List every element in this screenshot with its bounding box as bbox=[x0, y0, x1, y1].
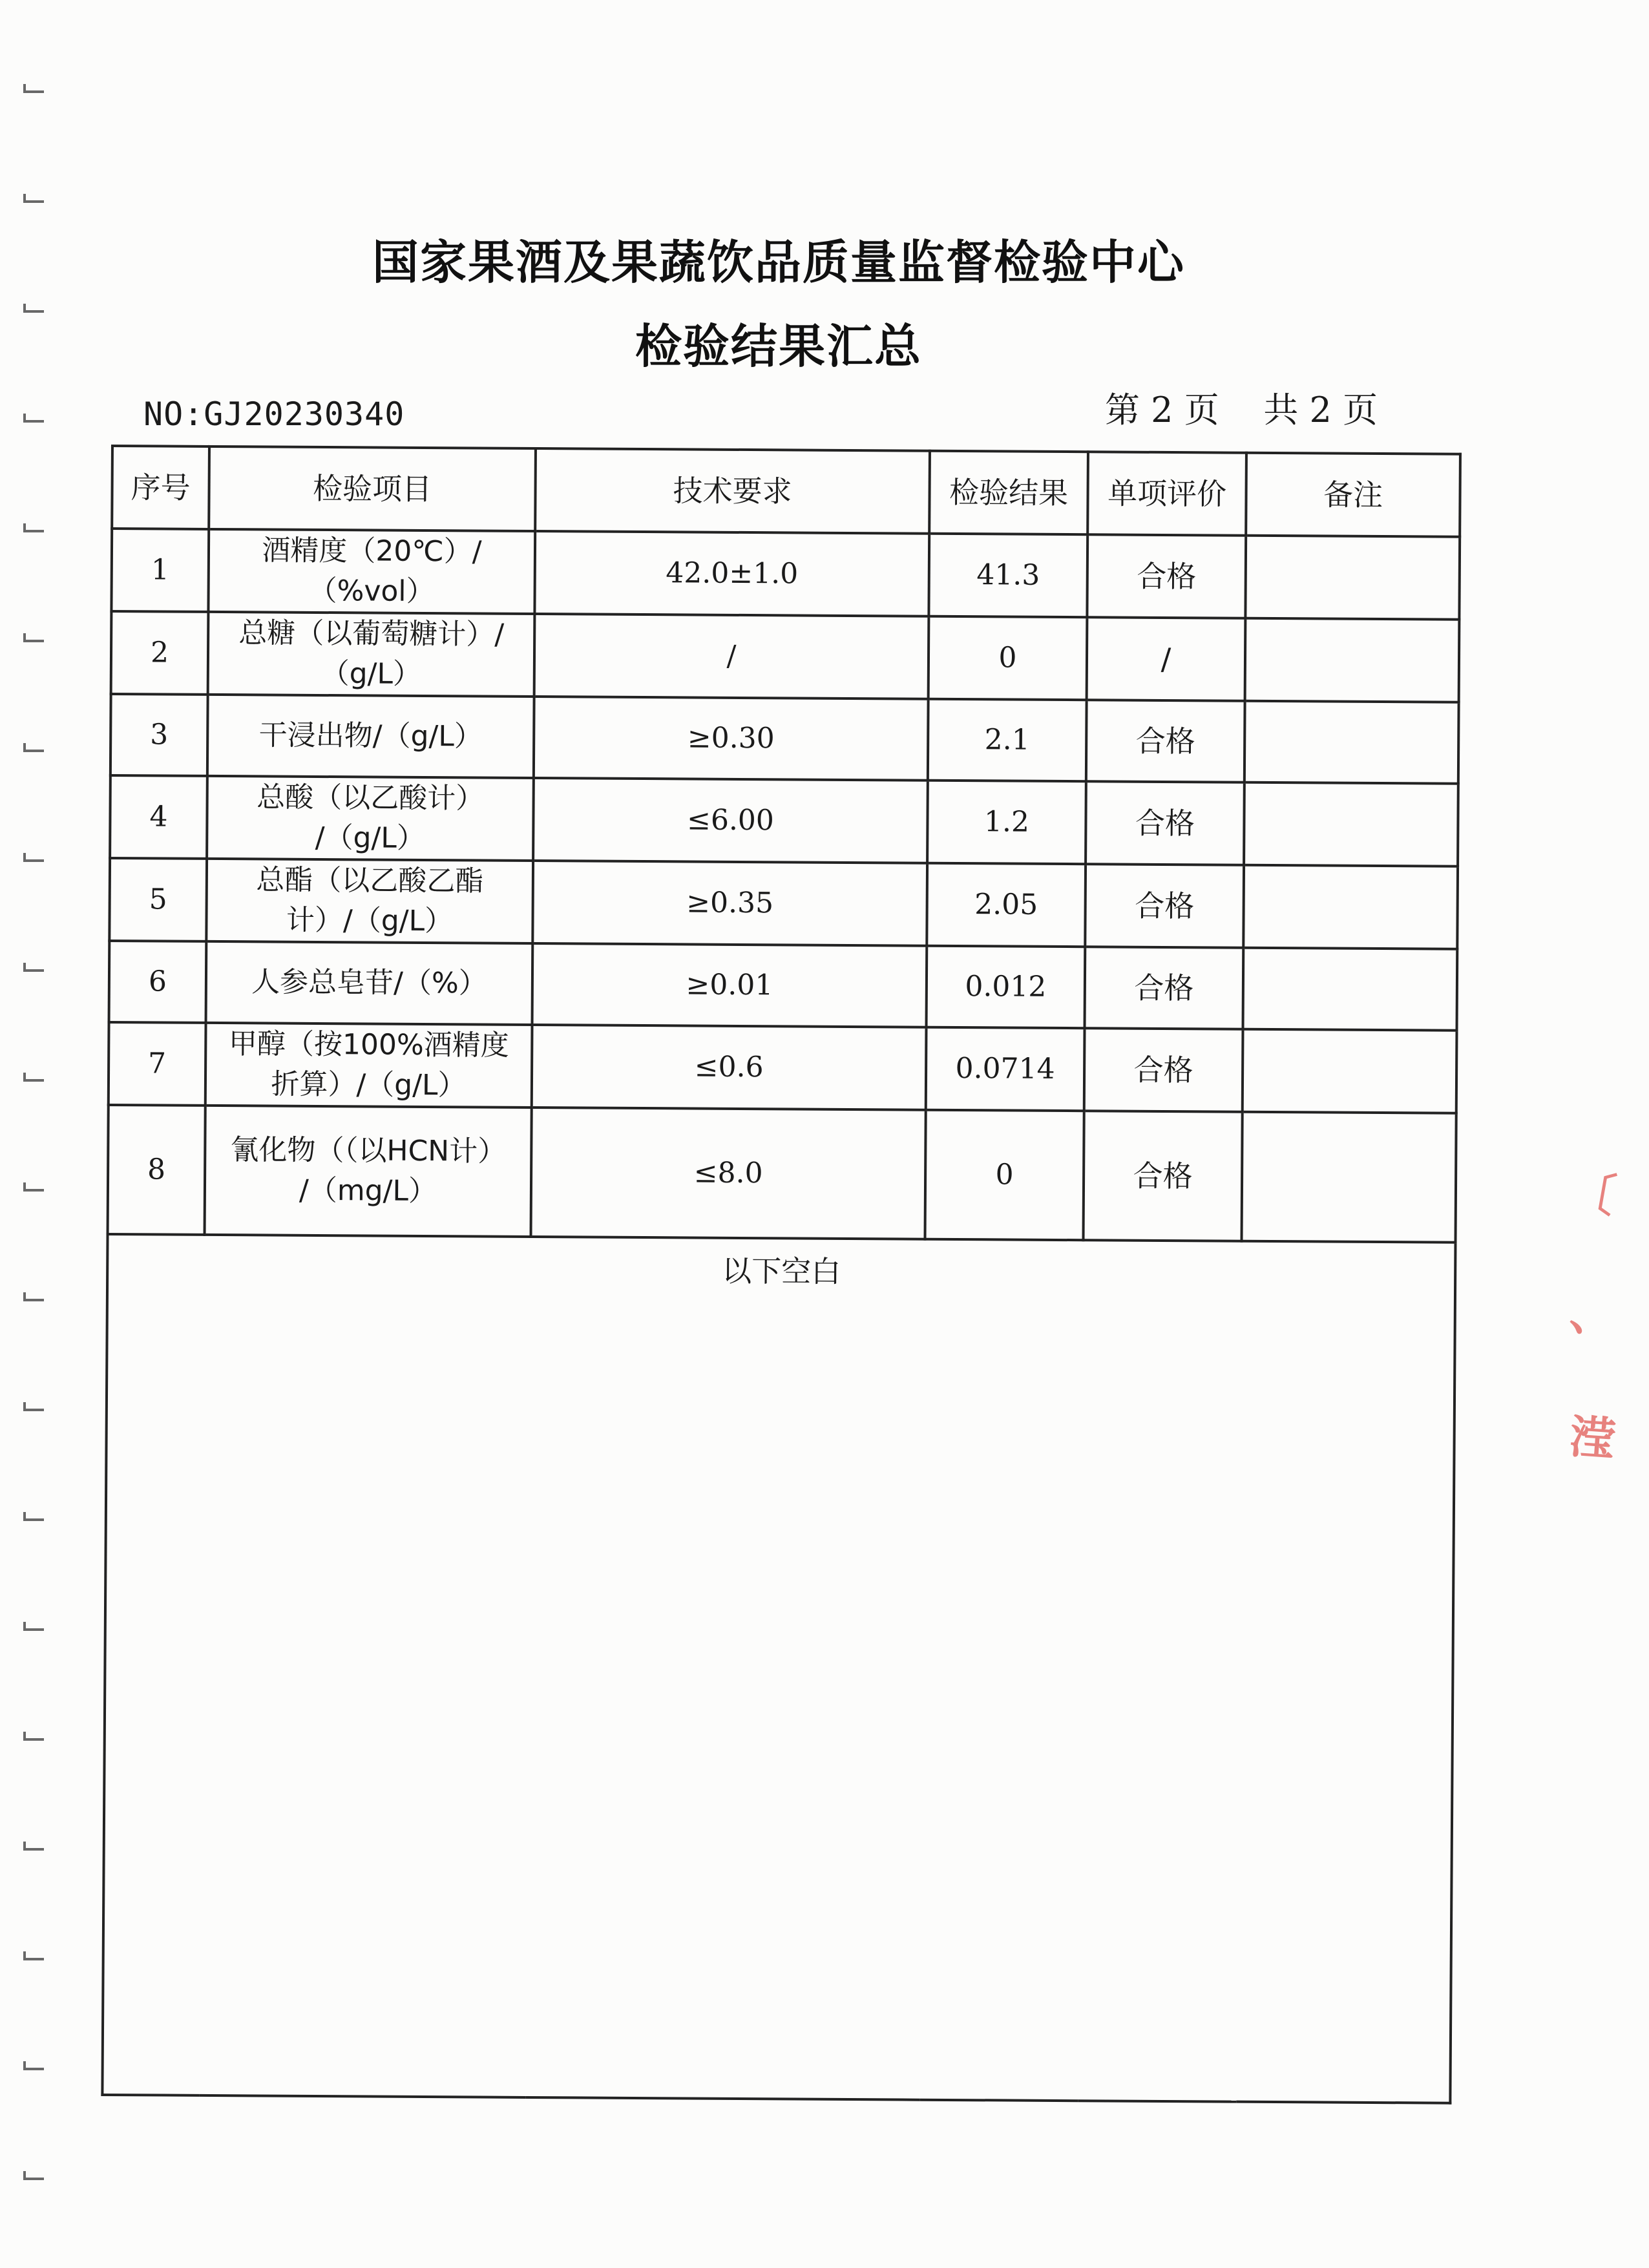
document-title: 国家果酒及果蔬饮品质量监督检验中心 bbox=[372, 235, 1185, 289]
page-unit: 页 bbox=[1184, 390, 1219, 430]
row-remark bbox=[1243, 865, 1458, 949]
row-requirement: ≤6.00 bbox=[533, 778, 928, 863]
binding-hole-mark bbox=[23, 1292, 44, 1301]
col-header-requirement: 技术要求 bbox=[535, 448, 930, 534]
row-remark bbox=[1242, 1112, 1456, 1243]
row-no: 6 bbox=[109, 941, 207, 1023]
row-item bbox=[208, 612, 535, 697]
row-requirement: ≥0.35 bbox=[532, 861, 927, 946]
table-header-row bbox=[112, 446, 1460, 537]
row-result: 0.0714 bbox=[926, 1027, 1085, 1111]
item-line-2: /（g/L） bbox=[315, 821, 425, 855]
binding-hole-mark bbox=[23, 743, 44, 752]
item-line-2: /（mg/L） bbox=[299, 1173, 437, 1208]
row-item bbox=[208, 529, 535, 614]
row-no: 5 bbox=[109, 858, 207, 941]
col-header-remark: 备注 bbox=[1246, 453, 1460, 537]
row-no: 4 bbox=[110, 775, 207, 859]
binding-hole-mark bbox=[23, 194, 44, 203]
item-line-1: 氰化物（（以HCN计） bbox=[230, 1133, 507, 1168]
binding-hole-mark bbox=[23, 1622, 44, 1631]
row-item bbox=[206, 859, 533, 943]
row-remark bbox=[1243, 1029, 1457, 1113]
row-verdict: 合格 bbox=[1086, 781, 1245, 865]
row-remark bbox=[1245, 618, 1460, 702]
table-row bbox=[109, 941, 1458, 1031]
document-subtitle: 检验结果汇总 bbox=[635, 319, 922, 373]
col-header-verdict: 单项评价 bbox=[1087, 452, 1246, 535]
table-row bbox=[109, 1022, 1457, 1113]
results-table bbox=[101, 445, 1462, 2105]
binding-hole-mark bbox=[23, 2171, 44, 2180]
row-remark bbox=[1245, 701, 1459, 784]
row-verdict: 合格 bbox=[1085, 947, 1244, 1029]
page-indicator bbox=[1105, 383, 1378, 432]
item-line-1: 甲醇（按100%酒精度 bbox=[228, 1027, 509, 1062]
row-item bbox=[207, 695, 534, 778]
item-line-2: （g/L） bbox=[320, 656, 422, 691]
red-seal-stamp bbox=[1562, 1157, 1621, 1512]
binding-hole-mark bbox=[23, 414, 44, 423]
item-line-1: 总酯（以乙酸乙酯 bbox=[256, 863, 484, 898]
stamp-char: 、 bbox=[1567, 1286, 1618, 1345]
row-verdict: / bbox=[1087, 617, 1246, 700]
binding-hole-mark bbox=[23, 523, 44, 532]
page-total: 2 bbox=[1309, 390, 1332, 430]
page-total-prefix: 共 bbox=[1263, 390, 1299, 430]
table-row bbox=[109, 858, 1458, 949]
item-line-1: 酒精度（20℃）/ bbox=[262, 534, 482, 569]
page-current: 2 bbox=[1151, 390, 1173, 430]
page-total-unit: 页 bbox=[1343, 390, 1378, 430]
blank-area-note: 以下空白 bbox=[102, 1234, 1455, 2103]
row-verdict: 合格 bbox=[1087, 534, 1246, 618]
page-prefix: 第 bbox=[1105, 390, 1140, 430]
binding-hole-mark bbox=[23, 84, 44, 93]
binding-hole-mark bbox=[23, 1073, 44, 1082]
binding-hole-mark bbox=[23, 2061, 44, 2070]
row-verdict: 合格 bbox=[1084, 1111, 1243, 1241]
item-line-1: 人参总皂苷/（%） bbox=[251, 965, 487, 1000]
binding-hole-mark bbox=[23, 1842, 44, 1851]
table-row bbox=[110, 694, 1459, 784]
row-requirement: / bbox=[534, 614, 929, 699]
row-no: 2 bbox=[111, 611, 209, 695]
row-item bbox=[206, 941, 533, 1025]
table-row bbox=[110, 775, 1458, 866]
table-row bbox=[111, 529, 1460, 620]
row-requirement: ≥0.01 bbox=[532, 943, 927, 1027]
row-requirement: ≤8.0 bbox=[531, 1108, 926, 1239]
binding-hole-mark bbox=[23, 1951, 44, 1960]
row-remark bbox=[1244, 782, 1458, 866]
row-result: 0.012 bbox=[927, 946, 1086, 1028]
binding-hole-mark bbox=[23, 1732, 44, 1741]
row-result: 1.2 bbox=[927, 781, 1086, 864]
row-result: 0 bbox=[929, 616, 1087, 700]
row-requirement: ≤0.6 bbox=[532, 1025, 927, 1110]
row-result: 41.3 bbox=[929, 534, 1087, 617]
row-item bbox=[207, 776, 534, 861]
col-header-no: 序号 bbox=[112, 446, 209, 529]
row-item bbox=[205, 1023, 532, 1108]
binding-hole-mark bbox=[23, 633, 44, 642]
table-row bbox=[108, 1105, 1456, 1243]
item-line-2: 计）/（g/L） bbox=[286, 903, 454, 938]
row-no: 1 bbox=[111, 529, 209, 612]
blank-row bbox=[102, 1234, 1455, 2103]
item-line-2: 折算）/（g/L） bbox=[271, 1067, 467, 1102]
row-result: 0 bbox=[925, 1110, 1084, 1240]
row-requirement: ≥0.30 bbox=[534, 697, 929, 781]
binding-hole-mark bbox=[23, 1512, 44, 1521]
binding-hole-mark bbox=[23, 963, 44, 972]
binding-hole-mark bbox=[23, 853, 44, 862]
row-verdict: 合格 bbox=[1086, 700, 1245, 782]
row-verdict: 合格 bbox=[1084, 1028, 1243, 1111]
row-result: 2.1 bbox=[928, 699, 1087, 781]
row-requirement: 42.0±1.0 bbox=[534, 531, 929, 616]
row-remark bbox=[1243, 948, 1458, 1031]
item-line-1: 总酸（以乙酸计） bbox=[257, 781, 485, 815]
item-line-2: （%vol） bbox=[308, 574, 435, 609]
table-row bbox=[111, 611, 1460, 702]
item-line-1: 干浸出物/（g/L） bbox=[258, 719, 483, 753]
report-number: NO:GJ20230340 bbox=[143, 395, 405, 433]
item-line-1: 总糖（以葡萄糖计）/ bbox=[238, 616, 505, 651]
stamp-char: 滢 bbox=[1568, 1410, 1617, 1467]
col-header-item: 检验项目 bbox=[209, 446, 536, 531]
col-header-result: 检验结果 bbox=[929, 451, 1088, 534]
binding-hole-mark bbox=[23, 1182, 44, 1192]
stamp-char: 〔 bbox=[1565, 1162, 1619, 1223]
row-item bbox=[205, 1106, 532, 1237]
binding-hole-mark bbox=[23, 1402, 44, 1411]
row-no: 8 bbox=[108, 1105, 205, 1235]
row-no: 7 bbox=[109, 1022, 206, 1106]
row-result: 2.05 bbox=[927, 863, 1086, 947]
row-verdict: 合格 bbox=[1085, 864, 1244, 947]
row-remark bbox=[1245, 536, 1460, 620]
row-no: 3 bbox=[110, 694, 208, 776]
